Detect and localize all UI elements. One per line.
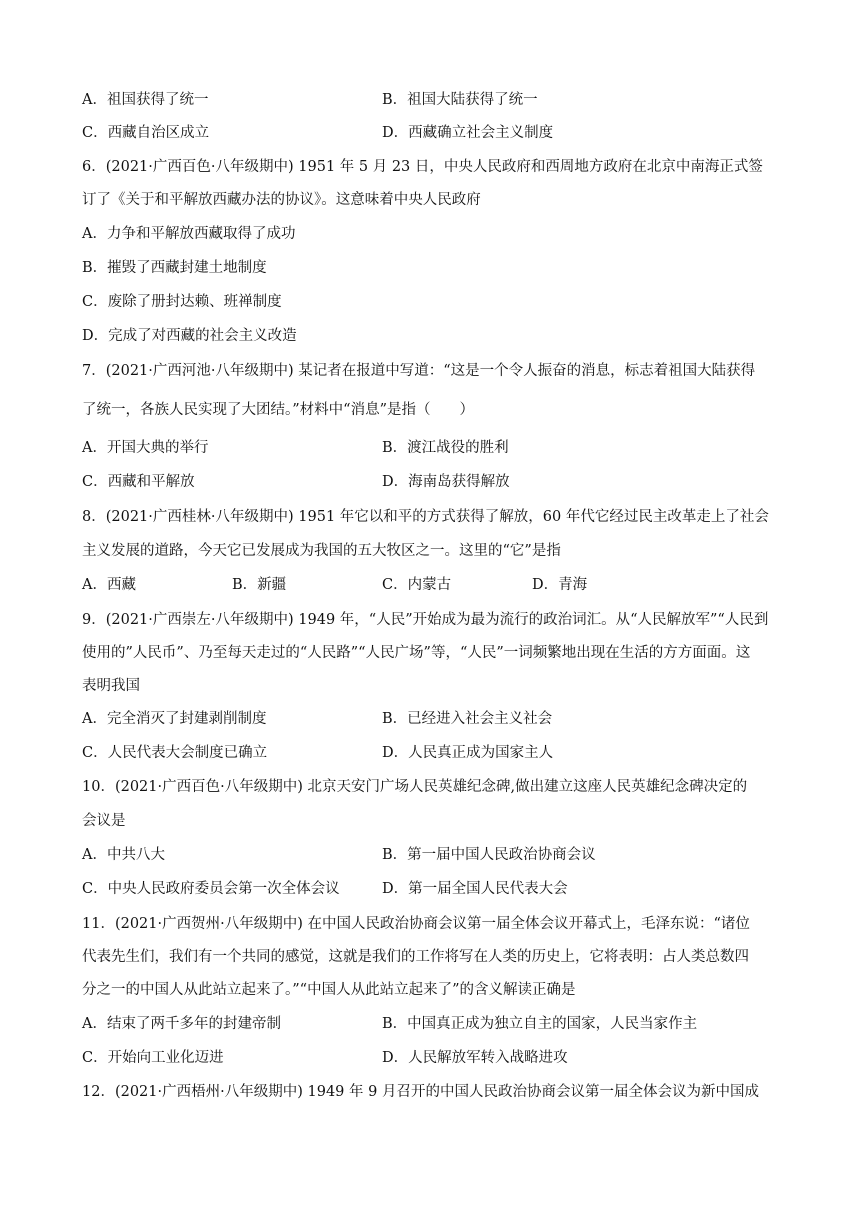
q6-option-d: D．完成了对西藏的社会主义改造 [82, 328, 297, 344]
q10-option-d: D．第一届全国人民代表大会 [382, 881, 568, 897]
q8-option-d: D．青海 [532, 577, 588, 593]
q6-stem-line1: 6．(2021·广西百色·八年级期中) 1951 年 5 月 23 日，中央人民政府和西周地方政府在北京中南海正式签 [82, 159, 763, 175]
q6-stem-line2: 订了《关于和平解放西藏办法的协议》。这意味着中央人民政府 [82, 192, 481, 208]
q11-option-b: B．中国真正成为独立自主的国家，人民当家作主 [382, 1016, 698, 1032]
q5-option-d: D．西藏确立社会主义制度 [382, 125, 554, 141]
q6-option-c: C．废除了册封达赖、班禅制度 [82, 294, 282, 310]
q10-stem-line2: 会议是 [82, 813, 126, 829]
q11-option-c: C．开始向工业化迈进 [82, 1050, 224, 1066]
q11-stem-line3: 分之一的中国人从此站立起来了。”“中国人从此站立起来了”的含义解读正确是 [82, 982, 576, 998]
q10-option-c: C．中央人民政府委员会第一次全体会议 [82, 881, 340, 897]
q9-stem-line2: 使用的”人民币”、乃至每天走过的“人民路”“人民广场”等，“人民”一词频繁地出现在生活的方方面面。这 [82, 645, 751, 661]
q6-option-b: B．摧毁了西藏封建土地制度 [82, 260, 267, 276]
q11-option-a: A．结束了两千多年的封建帝制 [82, 1016, 281, 1032]
q11-stem-line1: 11．(2021·广西贺州·八年级期中) 在中国人民政治协商会议第一届全体会议开幕式上，毛泽东说：“诸位 [82, 916, 750, 932]
q8-option-b: B．新疆 [232, 577, 287, 593]
q5-option-b: B．祖国大陆获得了统一 [382, 92, 538, 108]
q7-option-b: B．渡江战役的胜利 [382, 440, 509, 456]
q9-option-b: B．已经进入社会主义社会 [382, 711, 553, 727]
q12-stem-line1: 12．(2021·广西梧州·八年级期中) 1949 年 9 月召开的中国人民政治协商会议第一届全体会议为新中国成 [82, 1084, 759, 1100]
q11-stem-line2: 代表先生们，我们有一个共同的感觉，这就是我们的工作将写在人类的历史上，它将表明：占人类总数四 [82, 949, 749, 965]
q7-stem-line2: 了统一，各族人民实现了大团结。”材料中“消息”是指（ ） [82, 402, 474, 418]
q7-option-d: D．海南岛获得解放 [382, 474, 510, 490]
q11-option-d: D．人民解放军转入战略进攻 [382, 1050, 568, 1066]
q9-stem-line3: 表明我国 [82, 678, 140, 694]
q8-option-c: C．内蒙古 [382, 577, 452, 593]
q7-option-c: C．西藏和平解放 [82, 474, 195, 490]
q8-option-a: A．西藏 [82, 577, 136, 593]
q9-stem-line1: 9．(2021·广西崇左·八年级期中) 1949 年，“人民”开始成为最为流行的政治词汇。从“人民解放军”“人民到 [82, 612, 769, 628]
q10-option-b: B．第一届中国人民政治协商会议 [382, 847, 596, 863]
q7-option-a: A．开国大典的举行 [82, 440, 209, 456]
q5-option-c: C．西藏自治区成立 [82, 125, 210, 141]
q10-option-a: A．中共八大 [82, 847, 165, 863]
q9-option-a: A．完全消灭了封建剥削制度 [82, 711, 267, 727]
q8-stem-line2: 主义发展的道路，今天它已发展成为我国的五大牧区之一。这里的“它”是指 [82, 543, 561, 559]
q6-option-a: A．力争和平解放西藏取得了成功 [82, 226, 296, 242]
q9-option-c: C．人民代表大会制度已确立 [82, 745, 268, 761]
q5-option-a: A．祖国获得了统一 [82, 92, 209, 108]
q9-option-d: D．人民真正成为国家主人 [382, 745, 554, 761]
q10-stem-line1: 10．(2021·广西百色·八年级期中) 北京天安门广场人民英雄纪念碑,做出建立这座人民英雄纪念碑决定的 [82, 779, 748, 795]
q8-stem-line1: 8．(2021·广西桂林·八年级期中) 1951 年它以和平的方式获得了解放，60 年代它经过民主改革走上了社会 [82, 509, 769, 525]
q7-stem-line1: 7．(2021·广西河池·八年级期中) 某记者在报道中写道：“这是一个令人振奋的消息，标志着祖国大陆获得 [82, 363, 756, 379]
